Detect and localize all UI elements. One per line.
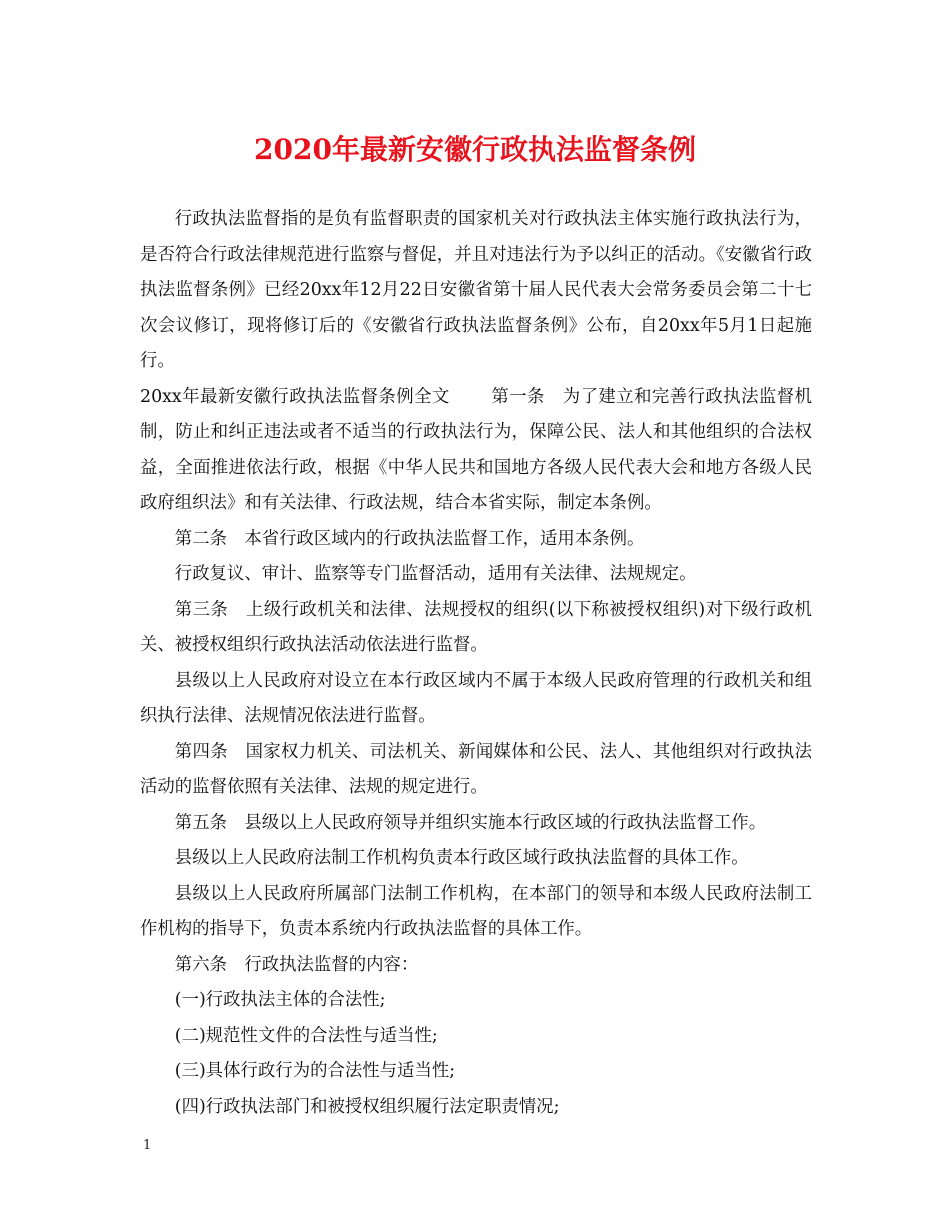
list-item-1: (一)行政执法主体的合法性;	[174, 990, 386, 1010]
document-body	[140, 202, 812, 1125]
paragraph-intro: 行政执法监督指的是负有监督职责的国家机关对行政执法主体实施行政执法行为，是否符合行政法律规范进行监察与督促，并且对违法行为予以纠正的活动。《安徽省行政执法监督条例》已经20xx年12月22日安徽省第十届人民代表大会常务委员会第二十七次会议修订，现将修订后的《安徽省行政执法监督条例》公布，自20xx年5月1日起施行。	[140, 209, 812, 371]
page-number: 1	[143, 1138, 152, 1153]
paragraph-article-4: 第四条 国家权力机关、司法机关、新闻媒体和公民、法人、其他组织对行政执法活动的监督依照有关法律、法规的规定进行。	[140, 741, 812, 797]
paragraph-article-5-clause-1: 县级以上人民政府法制工作机构负责本行政区域行政执法监督的具体工作。	[174, 848, 749, 868]
paragraph-article-6: 第六条 行政执法监督的内容：	[174, 954, 419, 975]
paragraph-article-3-clause: 县级以上人民政府对设立在本行政区域内不属于本级人民政府管理的行政机关和组织执行法律、法规情况依法进行监督。	[140, 670, 812, 726]
list-item-4: (四)行政执法部门和被授权组织履行法定职责情况;	[174, 1096, 560, 1117]
paragraph-article-5: 第五条 县级以上人民政府领导并组织实施本行政区域的行政执法监督工作。	[174, 812, 767, 833]
paragraph-article-1: 20xx年最新安徽行政执法监督条例全文 第一条 为了建立和完善行政执法监督机制，防止和纠正违法或者不适当的行政执法行为，保障公民、法人和其他组织的合法权益，全面推进依法行政，根据《中华人民共和国地方各级人民代表大会和地方各级人民政府组织法》和有关法律、行政法规，结合本省实际，制定本条例。	[140, 386, 812, 513]
paragraph-article-2: 第二条 本省行政区域内的行政执法监督工作，适用本条例。	[174, 528, 645, 549]
paragraph-article-3: 第三条 上级行政机关和法律、法规授权的组织(以下称被授权组织)对下级行政机关、被授权组织行政执法活动依法进行监督。	[140, 599, 812, 655]
paragraph-article-5-clause-2: 县级以上人民政府所属部门法制工作机构，在本部门的领导和本级人民政府法制工作机构的指导下，负责本系统内行政执法监督的具体工作。	[140, 883, 812, 939]
paragraph-article-2-clause: 行政复议、审计、监察等专门监督活动，适用有关法律、法规规定。	[174, 564, 697, 584]
list-item-3: (三)具体行政行为的合法性与适当性;	[174, 1061, 456, 1081]
document-title: 2020年最新安徽行政执法监督条例	[254, 133, 696, 166]
list-item-2: (二)规范性文件的合法性与适当性;	[174, 1025, 438, 1046]
